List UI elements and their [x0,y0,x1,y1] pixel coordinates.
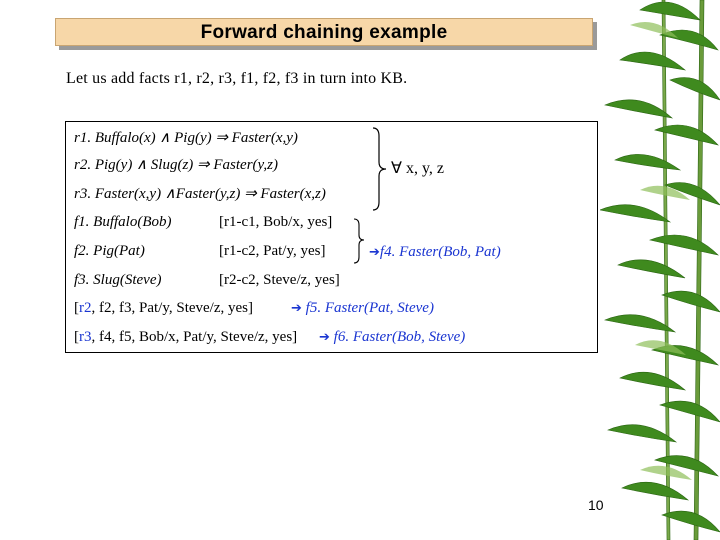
intro-text: Let us add facts r1, r2, r3, f1, f2, f3 in turn into KB. [66,70,408,87]
slide-title: Forward chaining example [55,18,593,46]
rule-label: r3. [74,186,92,202]
quantifier: ∀ x, y, z [391,160,445,177]
page-number: 10 [588,497,604,513]
rule-text: Faster(x,y) ∧Faster(y,z) ⇒ Faster(x,z) [94,186,326,202]
fact-text: Buffalo(Bob) [93,214,172,230]
rule-label: r2. [74,157,92,173]
right-arrow-icon: ➔ [291,301,302,316]
derivation-f5: [r2, f2, f3, Pat/y, Steve/z, yes] [74,300,253,316]
fact-label: f1. [74,214,90,230]
fact-f1 [74,214,172,231]
derivation-f6: [r3, f4, f5, Bob/x, Pat/y, Steve/z, yes] [74,329,298,345]
rule-text: Pig(y) ∧ Slug(z) ⇒ Faster(y,z) [94,157,278,173]
fact-label: f3. [74,272,90,288]
fact-label: f2. [74,243,90,259]
bamboo-foliage-image [600,0,720,540]
fact-text: Pig(Pat) [93,243,145,259]
derived-f4: ➔f4. Faster(Bob, Pat) [369,244,501,260]
right-arrow-icon: ➔ [319,330,330,345]
rule-ref: r2 [79,300,92,316]
rule-r1 [74,128,298,147]
rule-ref: r3 [79,329,92,345]
rule-label: r1. [74,130,92,146]
rule-text: Buffalo(x) ∧ Pig(y) ⇒ Faster(x,y) [94,130,298,146]
rule-r2 [74,155,278,174]
fact-f2-substitution: [r1-c2, Pat/y, yes] [219,243,326,259]
fact-f3 [74,272,161,289]
right-arrow-icon: ➔ [369,245,380,260]
fact-f2 [74,243,145,260]
fact-f3-substitution: [r2-c2, Steve/z, yes] [219,272,340,288]
fact-f1-substitution: [r1-c1, Bob/x, yes] [219,214,333,230]
kb-panel [65,121,598,353]
rule-r3 [74,184,326,203]
facts-brace [352,217,368,265]
derived-f6: ➔ f6. Faster(Bob, Steve) [319,329,466,345]
derived-f5: ➔ f5. Faster(Pat, Steve) [291,300,434,316]
fact-text: Slug(Steve) [93,272,162,288]
rules-brace [371,126,391,212]
